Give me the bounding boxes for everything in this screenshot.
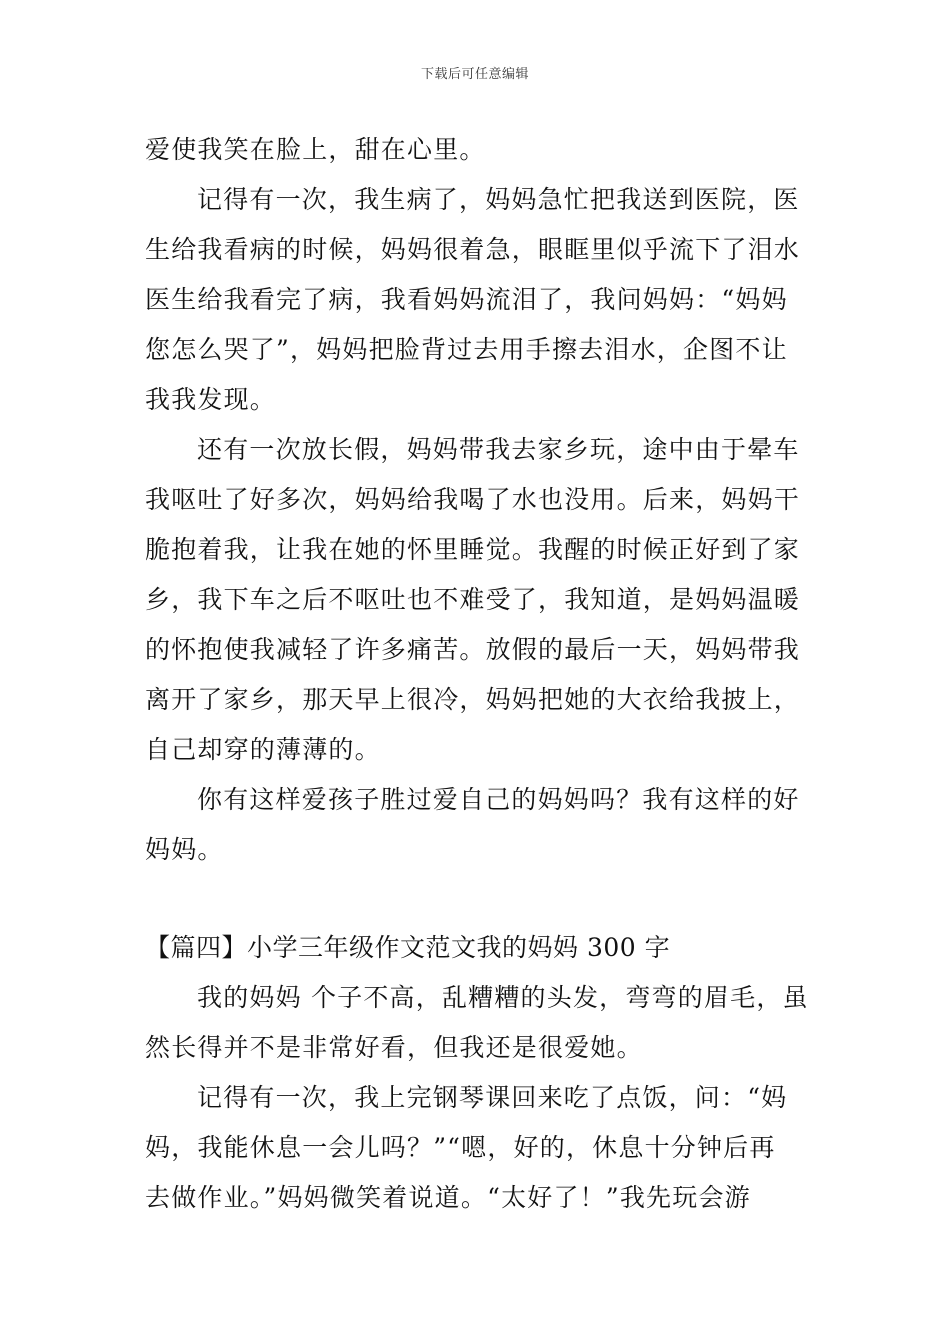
section-heading: 【篇四】小学三年级作文范文我的妈妈 300 字: [145, 933, 671, 962]
text-line: 我我发现。: [145, 385, 277, 414]
text-line: 生给我看病的时候，妈妈很着急，眼眶里似乎流下了泪水: [145, 235, 801, 264]
text-line: 记得有一次，我生病了，妈妈急忙把我送到医院，医: [197, 185, 800, 214]
text-line: 脆抱着我，让我在她的怀里睡觉。我醒的时候正好到了家: [145, 535, 801, 564]
text-line: 还有一次放长假，妈妈带我去家乡玩，途中由于晕车: [197, 435, 800, 464]
text-line: 自己却穿的薄薄的。: [145, 735, 381, 764]
text-line: 我的妈妈 个子不高，乱糟糟的头发，弯弯的眉毛，虽: [197, 983, 809, 1012]
text-line: 乡，我下车之后不呕吐也不难受了，我知道，是妈妈温暖: [145, 585, 801, 614]
text-line: 妈，我能休息一会儿吗？”“嗯，好的，休息十分钟后再: [145, 1133, 776, 1162]
text-line: 记得有一次，我上完钢琴课回来吃了点饭，问：“妈: [197, 1083, 788, 1112]
text-line: 的怀抱使我减轻了许多痛苦。放假的最后一天，妈妈带我: [145, 635, 801, 664]
text-line: 你有这样爱孩子胜过爱自己的妈妈吗？我有这样的好: [197, 785, 800, 814]
text-line: 去做作业。”妈妈微笑着说道。“太好了！”我先玩会游: [145, 1183, 751, 1212]
text-line: 爱使我笑在脸上，甜在心里。: [145, 135, 486, 164]
text-line: 离开了家乡，那天早上很冷，妈妈把她的大衣给我披上，: [145, 685, 801, 714]
text-line: 医生给我看完了病，我看妈妈流泪了，我问妈妈：“妈妈: [145, 285, 788, 314]
page-header: 下载后可任意编辑: [420, 67, 529, 82]
text-line: 妈妈。: [145, 835, 224, 864]
text-line: 您怎么哭了”，妈妈把脸背过去用手擦去泪水，企图不让: [145, 335, 788, 364]
text-line: 我呕吐了好多次，妈妈给我喝了水也没用。后来，妈妈干: [145, 485, 801, 514]
text-line: 然长得并不是非常好看，但我还是很爱她。: [145, 1033, 643, 1062]
